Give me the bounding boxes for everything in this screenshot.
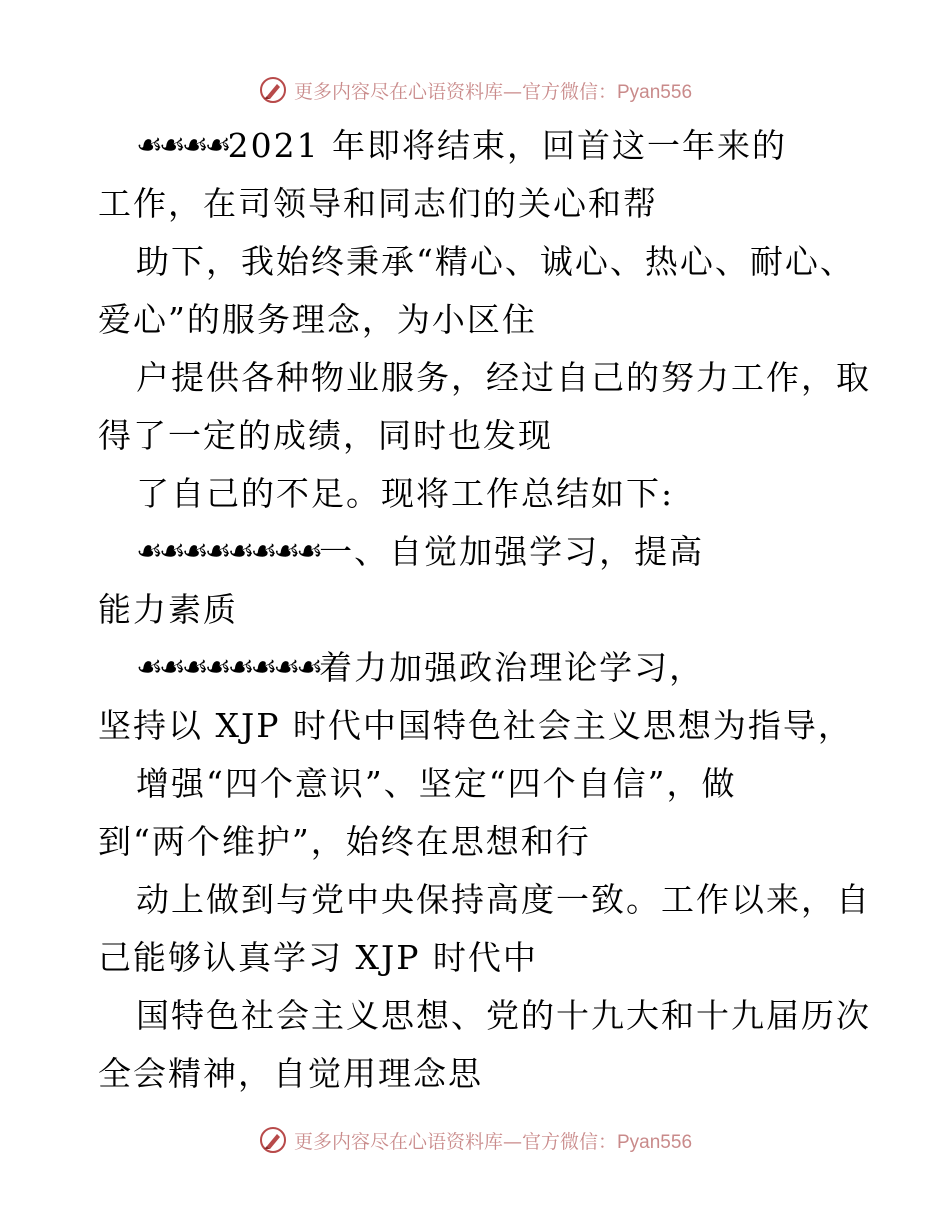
paragraph-line: 助下，我始终秉承“精心、诚心、热心、耐心、 [136,242,855,281]
watermark-label: 官方微信： [521,80,617,103]
footer-watermark [0,1122,950,1158]
watermark-title: 更多内容尽在心语资料库 [293,80,503,103]
watermark-text [294,77,692,104]
watermark-separator: — [502,1130,522,1153]
paragraph-line: 户提供各种物业服务，经过自己的努力工作，取 [136,358,871,397]
watermark-id: Pyan556 [617,81,693,103]
paragraph-line: 坚持以 XJP 时代中国特色社会主义思想为指导， [98,706,853,745]
watermark-label: 官方微信： [521,1130,617,1153]
paragraph-line: ☙☙☙☙2021 年即将结束，回首这一年来的 [136,122,787,170]
paragraph-line: 国特色社会主义思想、党的十九大和十九届历次 [136,996,871,1035]
paragraph-line: ☙☙☙☙☙☙☙☙着力加强政治理论学习， [136,644,704,692]
paragraph-line: 了自己的不足。现将工作总结如下: [136,474,675,513]
paragraph-line: 增强“四个意识”、坚定“四个自信”，做 [136,764,737,803]
header-watermark [0,72,950,108]
paragraph-line: 工作，在司领导和同志们的关心和帮 [98,184,658,223]
watermark-title: 更多内容尽在心语资料库 [293,1130,503,1153]
paragraph-line: 己能够认真学习 XJP 时代中 [98,938,538,977]
paragraph-line: 得了一定的成绩，同时也发现 [98,416,553,455]
section-heading-line: 能力素质 [98,590,238,629]
watermark-id: Pyan556 [617,1131,693,1153]
paragraph-line: 到“两个维护”，始终在思想和行 [98,822,591,861]
pen-circle-logo-icon [258,75,288,105]
paragraph-line: 全会精神，自觉用理念思 [98,1054,483,1093]
pen-circle-logo-icon [258,1125,288,1155]
ornament-icon: ☙☙☙☙☙☙☙☙ [136,534,320,569]
paragraph-line: 动上做到与党中央保持高度一致。工作以来，自 [136,880,871,919]
ornament-icon: ☙☙☙☙☙☙☙☙ [136,650,320,685]
ornament-icon: ☙☙☙☙ [136,128,228,163]
watermark-text [294,1127,692,1154]
paragraph-line: 爱心”的服务理念，为小区住 [98,300,537,339]
section-heading-line: ☙☙☙☙☙☙☙☙一、自觉加强学习，提高 [136,528,704,576]
watermark-separator: — [502,80,522,103]
